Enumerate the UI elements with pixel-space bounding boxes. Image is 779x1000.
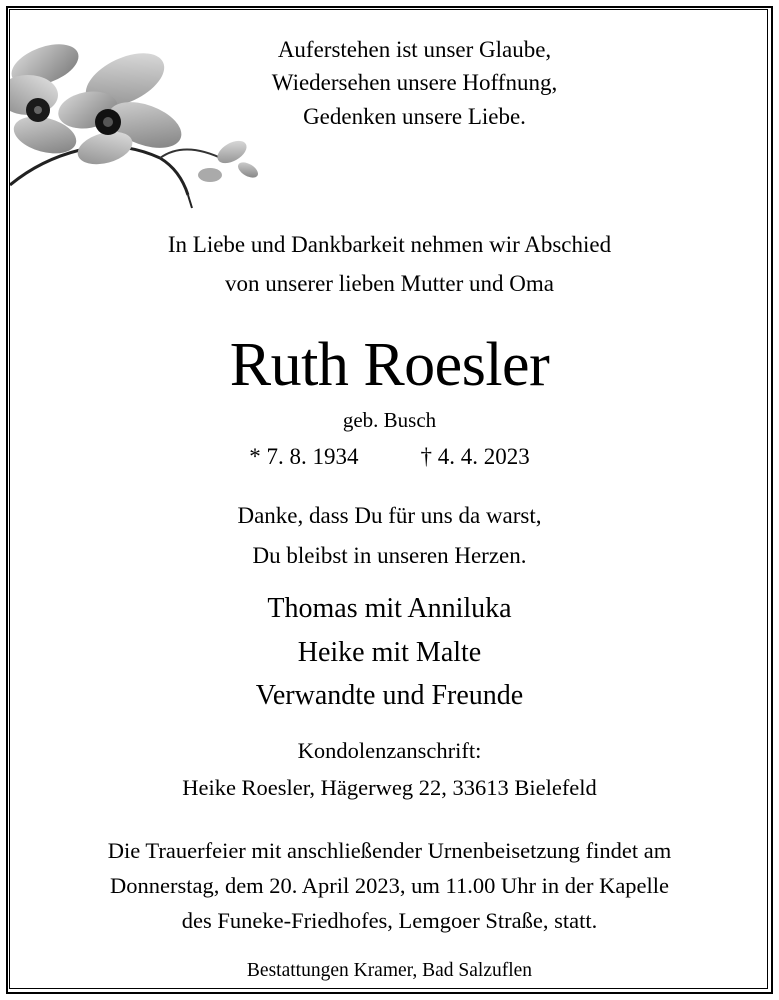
birth-date: * 7. 8. 1934 — [249, 444, 359, 469]
poem-line-3: Gedenken unsere Liebe. — [303, 104, 526, 129]
death-date: † 4. 4. 2023 — [420, 444, 530, 469]
thanks-line-1: Danke, dass Du für uns da warst, — [237, 503, 542, 528]
service-line-1: Die Trauerfeier mit anschließender Urnenbeisetzung findet am — [107, 838, 672, 863]
mourner-3: Verwandte und Freunde — [255, 680, 524, 711]
poem-line-1: Auferstehen ist unser Glaube, — [277, 37, 552, 62]
condolence-heading: Kondolenzanschrift: — [297, 738, 482, 763]
intro-line-1: In Liebe und Dankbarkeit nehmen wir Abschied — [167, 232, 612, 257]
condolence-address: Heike Roesler, Hägerweg 22, 33613 Bielefeld — [182, 775, 597, 800]
thanks-line-2: Du bleibst in unseren Herzen. — [252, 543, 527, 568]
poem-line-2: Wiedersehen unsere Hoffnung, — [271, 70, 558, 95]
born-name: geb. Busch — [342, 408, 437, 432]
service-line-3: des Funeke-Friedhofes, Lemgoer Straße, statt. — [181, 908, 598, 933]
deceased-name: Ruth Roesler — [229, 331, 550, 399]
undertaker: Bestattungen Kramer, Bad Salzuflen — [246, 960, 533, 981]
intro-line-2: von unserer lieben Mutter und Oma — [225, 271, 554, 296]
mourner-1: Thomas mit Anniluka — [267, 593, 512, 624]
mourner-2: Heike mit Malte — [297, 637, 482, 668]
life-dates — [0, 444, 779, 470]
service-line-2: Donnerstag, dem 20. April 2023, um 11.00 Uhr in der Kapelle — [109, 873, 670, 898]
